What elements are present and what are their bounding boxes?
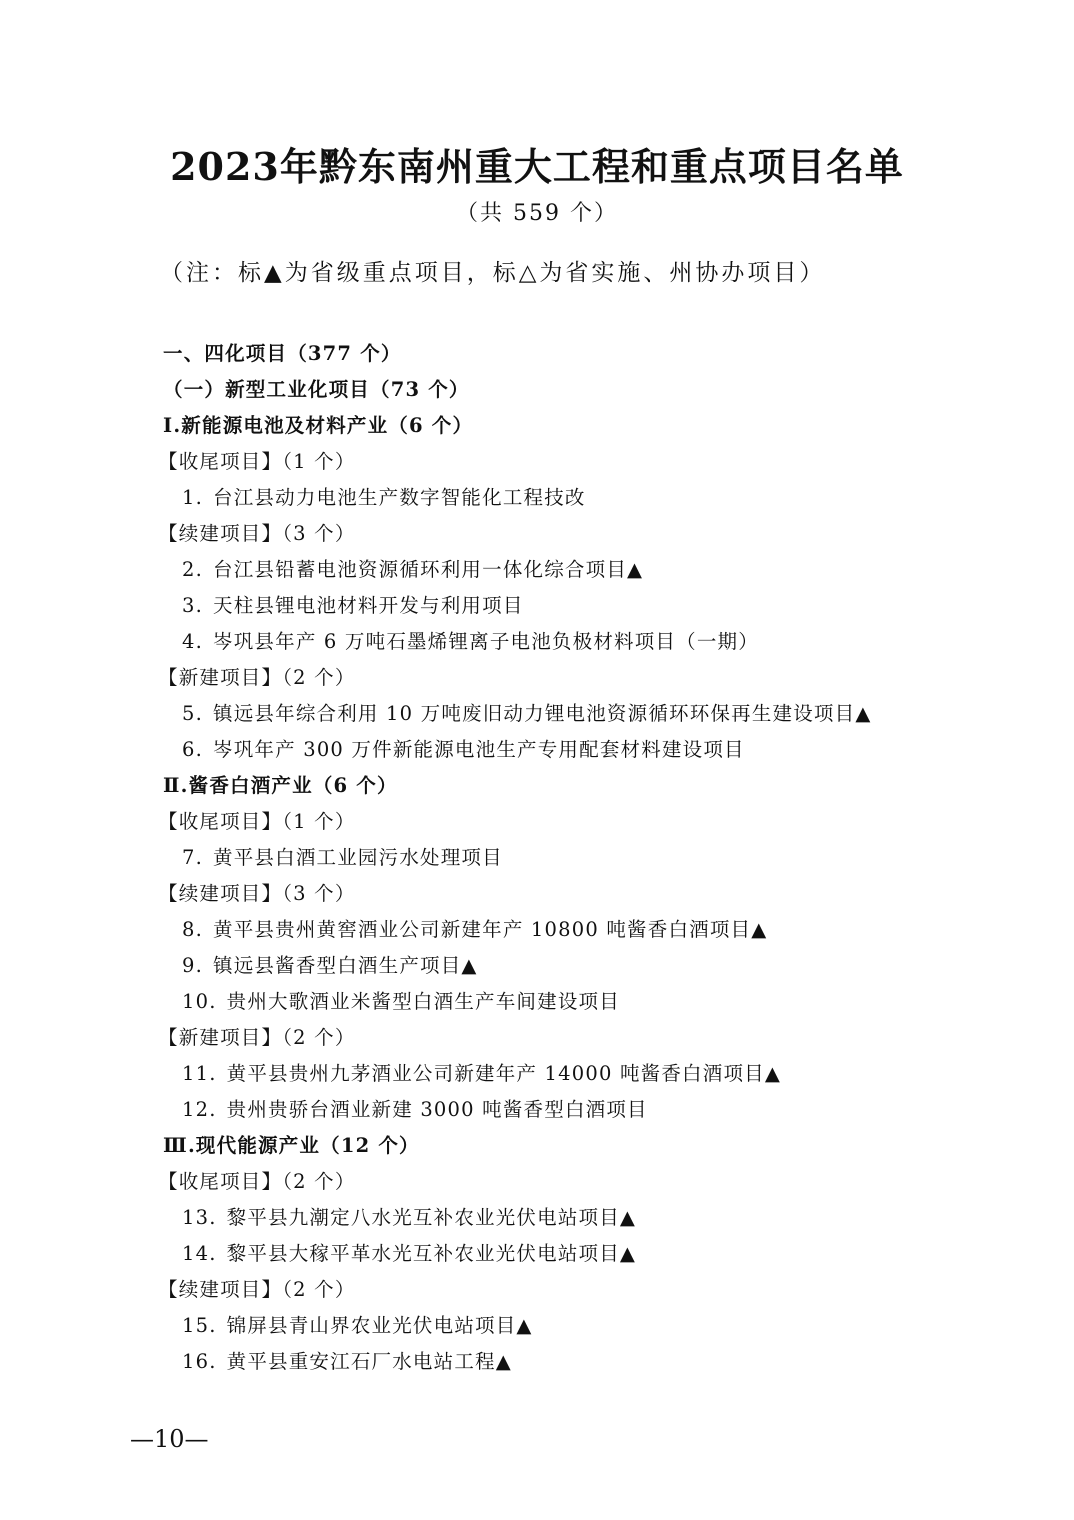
project-item <box>0 948 1074 984</box>
item-number: 14. <box>182 1242 217 1265</box>
status-heading: 【收尾项目】（2 个） <box>158 1170 356 1193</box>
industry-heading: Ⅰ.新能源电池及材料产业（6 个） <box>163 414 474 437</box>
item-number: 1. <box>182 486 204 509</box>
item-text: 锦屏县青山界农业光伏电站项目▲ <box>226 1314 533 1337</box>
item-text: 黎平县九潮定八水光互补农业光伏电站项目▲ <box>226 1206 637 1229</box>
status-heading: 【续建项目】（3 个） <box>158 522 356 545</box>
item-number: 3. <box>182 594 204 617</box>
project-count: （共 559 个） <box>456 201 618 226</box>
item-number: 6. <box>182 738 204 761</box>
project-item <box>0 840 1074 876</box>
status-heading: 【收尾项目】（1 个） <box>158 450 356 473</box>
item-number: 7. <box>182 846 204 869</box>
status-heading: 【新建项目】（2 个） <box>158 1026 356 1049</box>
project-item <box>0 624 1074 660</box>
project-item <box>0 984 1074 1020</box>
status-heading: 【收尾项目】（1 个） <box>158 810 356 833</box>
project-item <box>0 1308 1074 1344</box>
item-text: 镇远县年综合利用 10 万吨废旧动力锂电池资源循环环保再生建设项目▲ <box>213 702 872 725</box>
project-item <box>0 1056 1074 1092</box>
project-item <box>0 1236 1074 1272</box>
project-item <box>0 696 1074 732</box>
item-text: 台江县动力电池生产数字智能化工程技改 <box>213 486 586 509</box>
item-text: 贵州大歌酒业米酱型白酒生产车间建设项目 <box>226 990 620 1013</box>
project-item <box>0 552 1074 588</box>
item-text: 黎平县大稼平革水光互补农业光伏电站项目▲ <box>226 1242 637 1265</box>
item-text: 岑巩年产 300 万件新能源电池生产专用配套材料建设项目 <box>213 738 745 761</box>
section-heading: 一、四化项目（377 个） <box>163 342 402 365</box>
status-heading: 【续建项目】（3 个） <box>158 882 356 905</box>
project-list <box>0 336 1074 1380</box>
item-number: 12. <box>182 1098 217 1121</box>
item-number: 5. <box>182 702 204 725</box>
industry-heading: Ⅲ.现代能源产业（12 个） <box>163 1134 420 1157</box>
project-item <box>0 1200 1074 1236</box>
item-number: 11. <box>182 1062 217 1085</box>
item-number: 9. <box>182 954 204 977</box>
item-text: 黄平县重安江石厂水电站工程▲ <box>226 1350 512 1373</box>
item-number: 8. <box>182 918 204 941</box>
item-number: 15. <box>182 1314 217 1337</box>
item-text: 镇远县酱香型白酒生产项目▲ <box>213 954 478 977</box>
status-heading: 【新建项目】（2 个） <box>158 666 356 689</box>
item-number: 16. <box>182 1350 217 1373</box>
item-number: 10. <box>182 990 217 1013</box>
project-item <box>0 480 1074 516</box>
legend-note: （注：标▲为省级重点项目，标△为省实施、州协办项目） <box>160 260 826 286</box>
industry-heading: Ⅱ.酱香白酒产业（6 个） <box>163 774 398 797</box>
item-text: 黄平县贵州黄窖酒业公司新建年产 10800 吨酱香白酒项目▲ <box>213 918 768 941</box>
item-text: 岑巩县年产 6 万吨石墨烯锂离子电池负极材料项目（一期） <box>213 630 759 653</box>
item-number: 13. <box>182 1206 217 1229</box>
item-number: 2. <box>182 558 204 581</box>
item-text: 天柱县锂电池材料开发与利用项目 <box>213 594 524 617</box>
project-item <box>0 732 1074 768</box>
item-text: 贵州贵骄台酒业新建 3000 吨酱香型白酒项目 <box>226 1098 648 1121</box>
status-heading: 【续建项目】（2 个） <box>158 1278 356 1301</box>
item-number: 4. <box>182 630 204 653</box>
item-text: 黄平县贵州九茅酒业公司新建年产 14000 吨酱香白酒项目▲ <box>226 1062 782 1085</box>
project-item <box>0 912 1074 948</box>
project-item <box>0 588 1074 624</box>
subsection-heading: （一）新型工业化项目（73 个） <box>163 378 470 401</box>
document-title: 2023年黔东南州重大工程和重点项目名单 <box>170 144 904 189</box>
item-text: 台江县铅蓄电池资源循环利用一体化综合项目▲ <box>213 558 644 581</box>
project-item <box>0 1344 1074 1380</box>
item-text: 黄平县白酒工业园污水处理项目 <box>213 846 503 869</box>
page-number: —10— <box>130 1425 209 1453</box>
project-item <box>0 1092 1074 1128</box>
